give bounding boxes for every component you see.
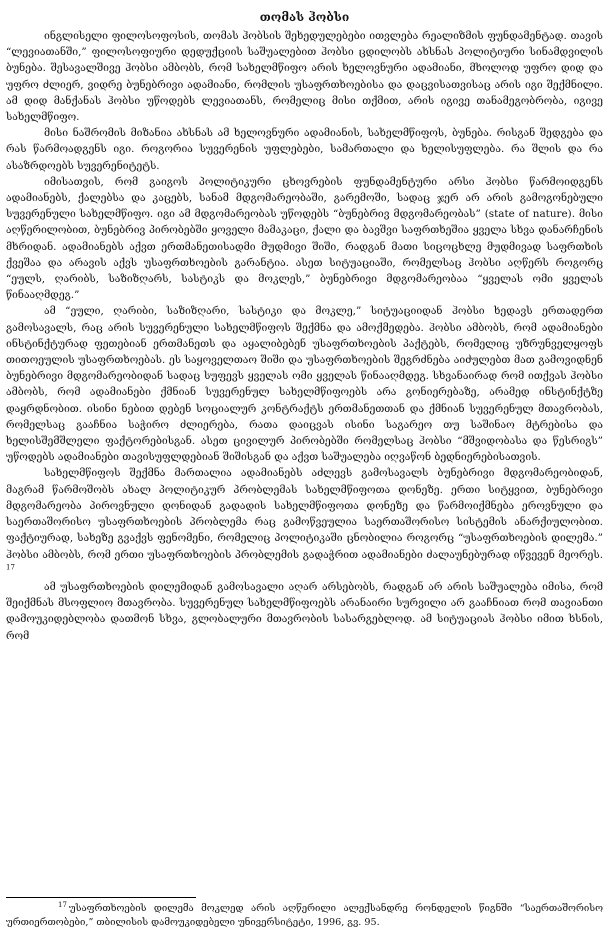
- paragraph-6: ამ უსაფრთხოების დილემიდან გამოსავალი აღარ არსებობს, რადგან არ არის საშუალება იმისა, რომ შეიქმნას მსოფლიო მთავრობა. სუვერენულ სახელმწიფოებს არანაირი სურვილი არ გააჩნიათ რომ თავიანთი დამოუკიდებლობა დათმონ სხვა, გლობალური მთავრობის სასარგებლოდ. ამ სიტუაციას ჰობსი იმით ხსნის, რომ: [6, 580, 603, 642]
- document-page: [6, 10, 603, 644]
- paragraph-5: [6, 465, 603, 578]
- footnote-reference[interactable]: 17: [6, 563, 15, 572]
- footnote-body: [6, 902, 603, 930]
- paragraph-3: იმისათვის, რომ გაიგოს პოლიტიკური ცხოვრების ფუნდამენტური არსი ჰობსი წარმოიდგენს ადამიანებს, ქალებსა და კაცებს, სანამ მდგომარეობაში, გარემოში, სადაც ჯერ არ არის გამოგონებული სუვერენული სახელმწიფო. იგი ამ მდგომარეობას უწოდებს “ბუნებრივ მდგომარეობას” (state of nature). მისი აღწერილობით, ბუნებრივ პირობებში ყოველი მამაკაცი, ქალი და ბავშვი საფრთხეშია ყველა სხვა დანარჩენის მხრიდან. ადამიანებს აქვთ ერთმანეთისადმი მუდმივი შიში, რადგან მათი სიცოცხლე მუდმივად საფრთხის ქვეშაა და არავის აქვს უსაფრთხოების გარანტია. ასეთ სიტუაციაში, რომელსაც ჰობსი აღწერს როგორც “ეულს, ღარიბს, საზიზღარს, სასტიკს და მოკლეს,” ბუნებრივი მდგომარეობაა “ყველას ომი ყველას წინააღმდეგ.”: [6, 175, 603, 302]
- paragraph-2: მისი ნაშრომის მიზანია ახსნას ამ ხელოვნური ადამიანის, სახელმწიფოს, ბუნება. რისგან შედგება და რას წარმოადგენს იგი. როგორია სუვერენის უფლებები, სამართალი და ხელისუფლება. რა შლის და რა ასაზრდოებს სუვერენიტეტს.: [6, 127, 603, 172]
- paragraph-4: ამ “ეული, ღარიბი, საზიზღარი, სასტიკი და მოკლე,” სიტუაციიდან ჰობსი ხედავს ერთადერთ გამოსავალს, რაც არის სუვერენული სახელმწიფოს შექმნა და ამოქმედება. ჰობსი ამბობს, რომ ადამიანები ინსტინქტურად ფეთებიან ერთმანეთს და აყალიბებენ უსაფრთხოების პაქტებს, რომელიც უზრუნველყოფს თითოეულის უსაფრთხოებას. ეს საყოველთაო შიში და უსაფრთხოების შეგრძნება აიძულებთ მათ გამოვიდნენ ბუნებრივი მდგომარეობიდან სადაც სუფევს ყველას ომი ყველას წინააღმდეგ. სხვანაირად რომ ითქვას ჰობსი ამბობს, რომ ადამიანები ქმნიან სუვერენულ სახელმწიფოებს არა გონიერებაზე, არამედ ინსტინქტზე დაყრდნობით. ისინი ნებით დებენ სოციალურ კონტრაქტს ერთმანეთთან და ქმნიან სუვერენულ მთავრობას, რომელსაც გააჩნია საჭირო ძლიერება, რათა დაიცვას ისინი საგარეო თუ საშინაო მტრებისა და ხელისშემშლელი ფაქტორებისგან. ასეთ ცივილურ პირობებში რომელსაც ჰობსი “მშვიდობასა და წესრიგს” უწოდებს ადამიანები თავისუფლდებიან შიშისგან და აქვთ საშუალება იღვაწონ ბედნიერებისათვის.: [6, 305, 603, 464]
- footnote-number: 17: [58, 900, 67, 909]
- paragraph-5-text: სახელმწიფოს შექმნა მართალია ადამიანებს აძლევს გამოსავალს ბუნებრივი მდგომარეობიდან, მაგრამ წარმოშობს ახალ პოლიტიკურ პრობლემას სახელმწიფოთა დონეზე. ერთი სიტყვით, ბუნებრივი მდგომარეობა პიროვნული დონიდან გადადის სახელმწიფოთა დონეზე და წარმოიქმნება ეროვნული და საერთაშორისო უსაფრთხოების პრობლემა რაც გამოწვეულია საერთაშორისო სისტემის ანარქიულობით. ფაქტიურად, სახეზე გვაქვს ფენომენი, რომელიც პოლიტიკაში ცნობილია როგორც “უსაფრთხოების დილემა.” ჰობსი ამბობს, რომ ერთი უსაფრთხოების პრობლემის გადაჭრით ადამიანები ძალაუნებურად იწვევენ მეორეს.: [6, 467, 603, 561]
- footnote: [6, 902, 603, 930]
- paragraph-1: ინგლისელი ფილოსოფოსის, თომას ჰობსის შეხედულებები ითვლება რეალიზმის ფუნდამენტად. თავის “ლევიათანში,” ფილოსოფიური დედუქციის საშუალებით ჰობსი ცდილობს ახსნას პოლიტიური სინამდვილის ბუნება. შესავალშივე ჰობსი ამბობს, რომ სახელმწიფო არის ხელოვნური ადამიანი, მხოლოდ უფრო დიდ და უფრო ძლიერ, ვიდრე ბუნებრივი ადამიანი, რომლის უსაფრთხოებისა და დაცვისათვისაც არის იგი შექმნილი. ამ დიდ მანქანას ჰობსი უწოდებს ლევიათანს, რომელიც მისი თქმით, არის იგივე თანამეგობრობა, იგივე სახელმწიფო.: [6, 30, 603, 124]
- page-title: თომას ჰობსი: [259, 10, 350, 24]
- footnote-text: უსაფრთხოების დილემა მოკლედ არის აღწერილი ალექსანდრე რონდელის წიგნში “საერთაშორისო ურთიერთობები,” თბილისის დამოუკიდებელი უნივერსიტეტი, 1996, გვ. 95.: [6, 903, 603, 928]
- footnote-divider: [6, 897, 196, 898]
